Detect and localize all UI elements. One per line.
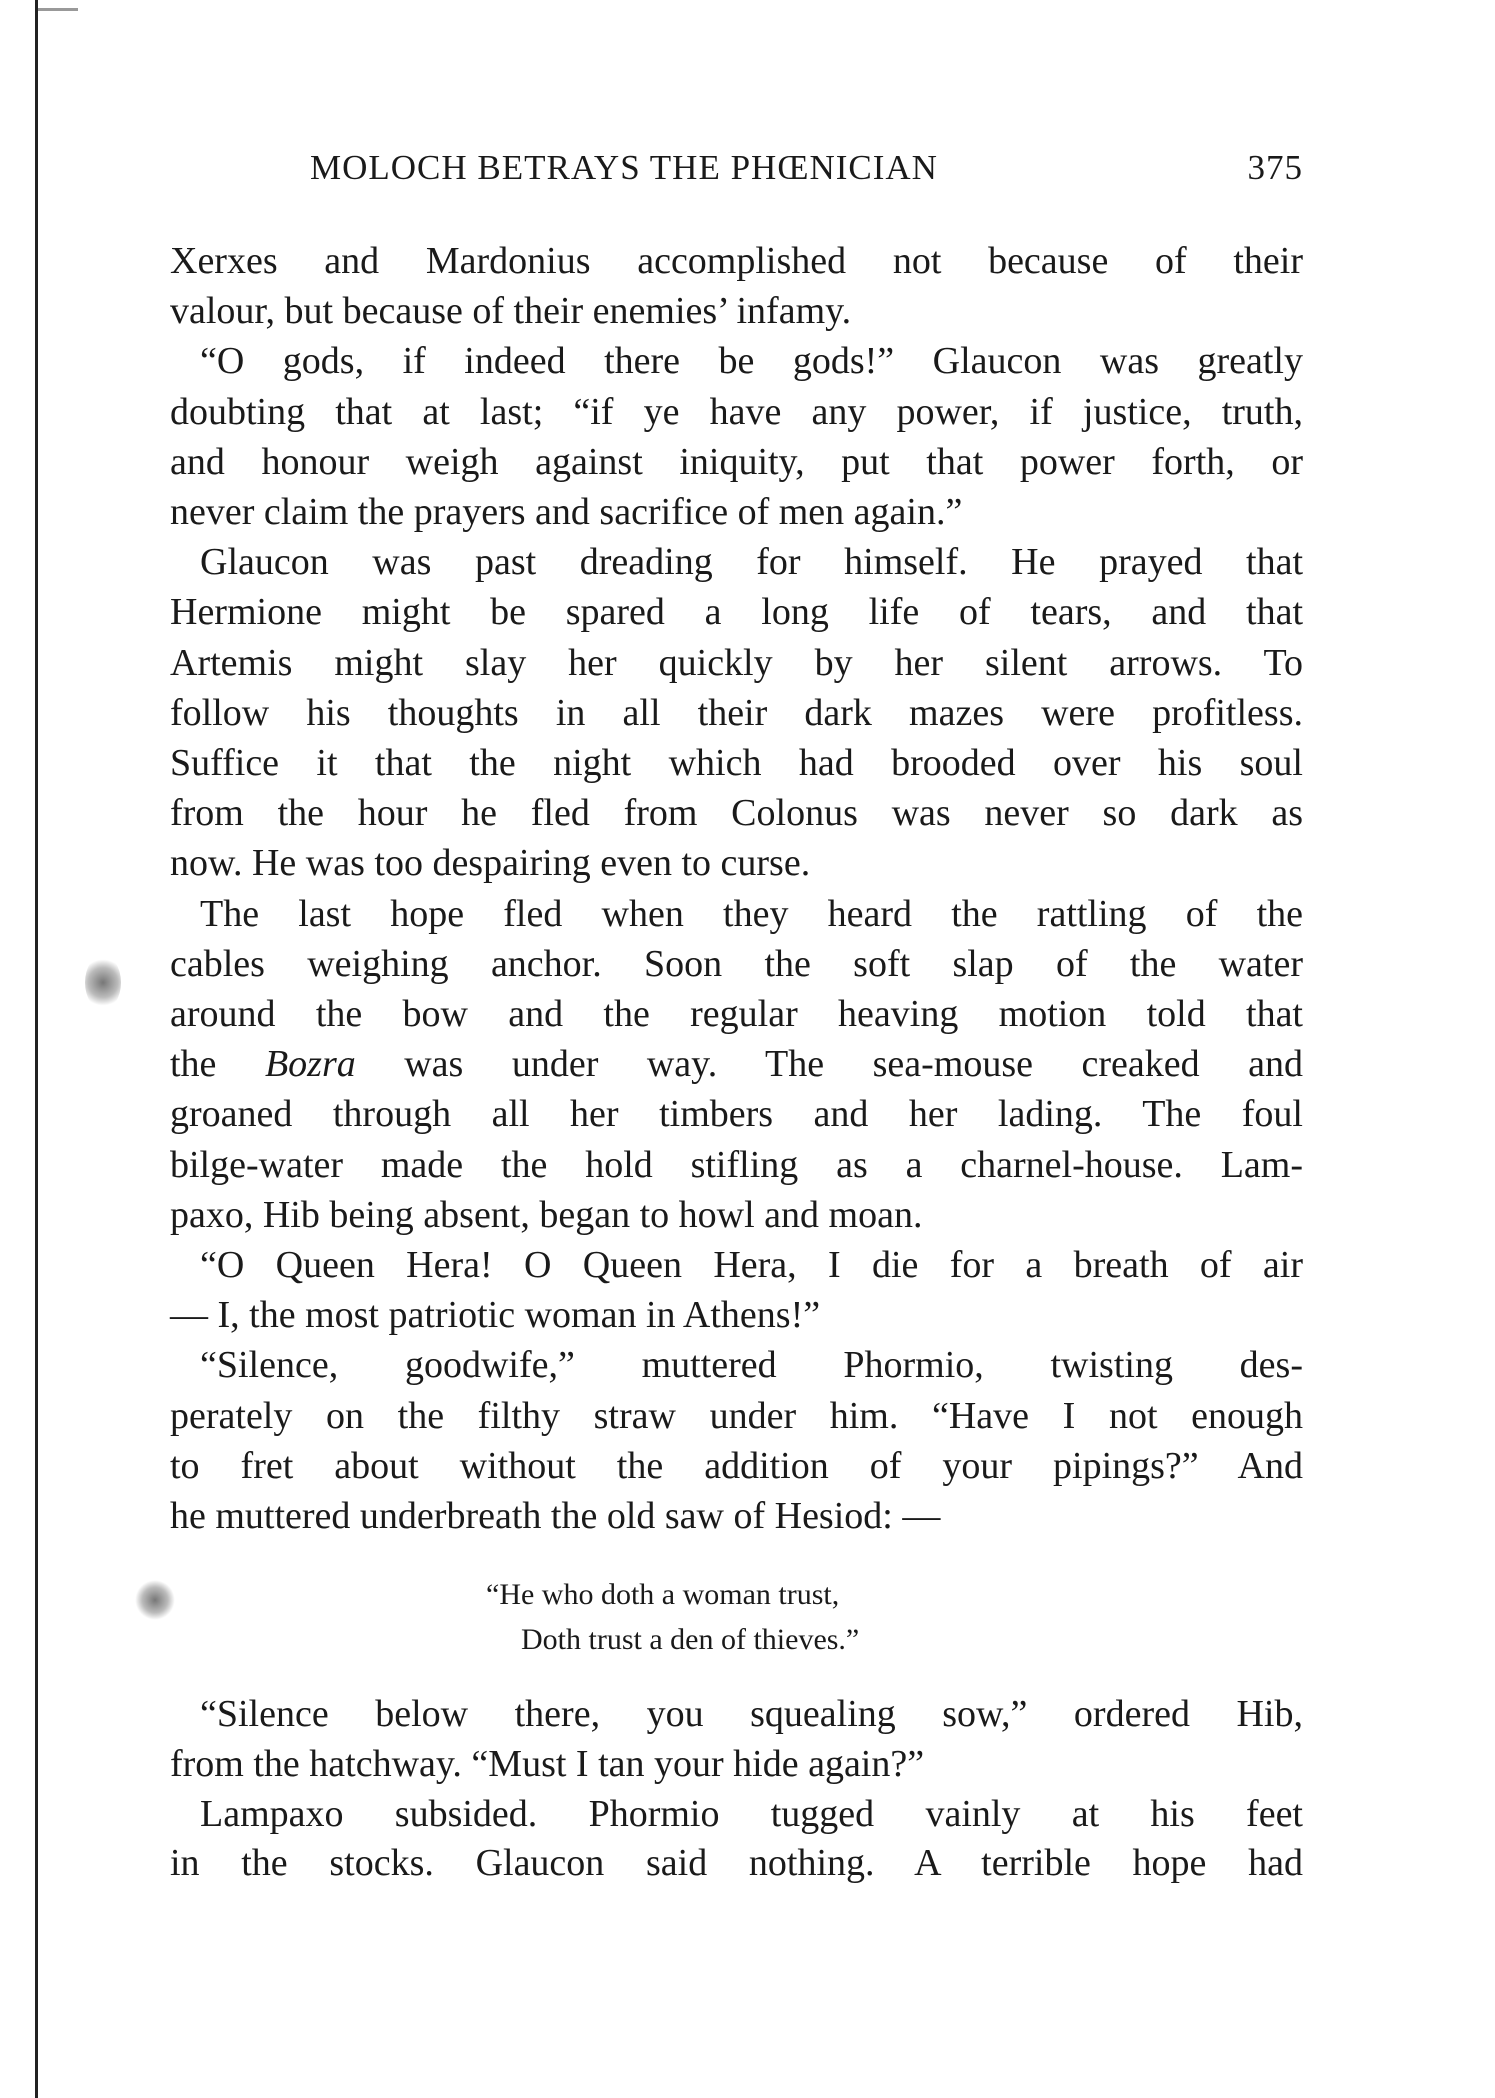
text-line: Xerxes and Mardonius accomplished not because of their — [170, 240, 1303, 282]
text-line: groaned through all her timbers and her lading. The foul — [170, 1093, 1303, 1135]
text-line: Suffice it that the night which had brooded over his soul — [170, 742, 1303, 784]
page-spine-edge — [35, 0, 38, 2098]
text-line: from the hatchway. “Must I tan your hide again?” — [170, 1743, 925, 1785]
text-line: The last hope fled when they heard the rattling of the — [200, 893, 1303, 935]
text-line: valour, but because of their enemies’ infamy. — [170, 290, 852, 332]
text-line: “Silence below there, you squealing sow,” ordered Hib, — [200, 1693, 1303, 1735]
scan-mark — [38, 8, 78, 11]
text-line: to fret about without the addition of your pipings?” And — [170, 1445, 1303, 1487]
text-line: “Silence, goodwife,” muttered Phormio, twisting des- — [200, 1344, 1303, 1386]
chapter-title: MOLOCH BETRAYS THE PHŒNICIAN — [310, 148, 938, 187]
text-line — [170, 1039, 1303, 1089]
text-line: Glaucon was past dreading for himself. He prayed that — [200, 541, 1303, 583]
text-line: never claim the prayers and sacrifice of men again.” — [170, 491, 963, 533]
text-line: in the stocks. Glaucon said nothing. A terrible hope had — [170, 1842, 1303, 1884]
italic-ship-name: Bozra — [264, 1043, 356, 1085]
text-line: perately on the filthy straw under him. “Have I not enough — [170, 1395, 1303, 1437]
text-line: “O Queen Hera! O Queen Hera, I die for a breath of air — [200, 1244, 1303, 1286]
text-line: Artemis might slay her quickly by her silent arrows. To — [170, 642, 1303, 684]
scan-speck — [135, 1580, 175, 1620]
text-segment: was under way. The sea-mouse creaked and — [355, 1043, 1303, 1085]
text-line: and honour weigh against iniquity, put that power forth, or — [170, 441, 1303, 483]
text-line: — I, the most patriotic woman in Athens!” — [170, 1294, 821, 1336]
text-line: Hermione might be spared a long life of tears, and that — [170, 591, 1303, 633]
poem-line: Doth trust a den of thieves.” — [521, 1623, 860, 1656]
text-line: from the hour he fled from Colonus was never so dark as — [170, 792, 1303, 834]
text-line: Lampaxo subsided. Phormio tugged vainly at his feet — [200, 1793, 1303, 1835]
text-segment: the — [170, 1043, 265, 1085]
text-line: now. He was too despairing even to curse. — [170, 842, 811, 884]
page-number: 375 — [1247, 148, 1303, 187]
text-line: he muttered underbreath the old saw of Hesiod: — — [170, 1495, 941, 1537]
poem-line: “He who doth a woman trust, — [486, 1578, 840, 1611]
text-line: bilge-water made the hold stifling as a charnel-house. Lam- — [170, 1144, 1303, 1186]
scan-speck — [85, 955, 121, 1010]
text-line: cables weighing anchor. Soon the soft slap of the water — [170, 943, 1303, 985]
running-header — [310, 148, 1303, 198]
text-line: “O gods, if indeed there be gods!” Glaucon was greatly — [200, 340, 1303, 382]
text-line: follow his thoughts in all their dark mazes were profitless. — [170, 692, 1303, 734]
text-line: paxo, Hib being absent, began to howl and moan. — [170, 1194, 923, 1236]
text-line: around the bow and the regular heaving motion told that — [170, 993, 1303, 1035]
text-line: doubting that at last; “if ye have any power, if justice, truth, — [170, 391, 1303, 433]
